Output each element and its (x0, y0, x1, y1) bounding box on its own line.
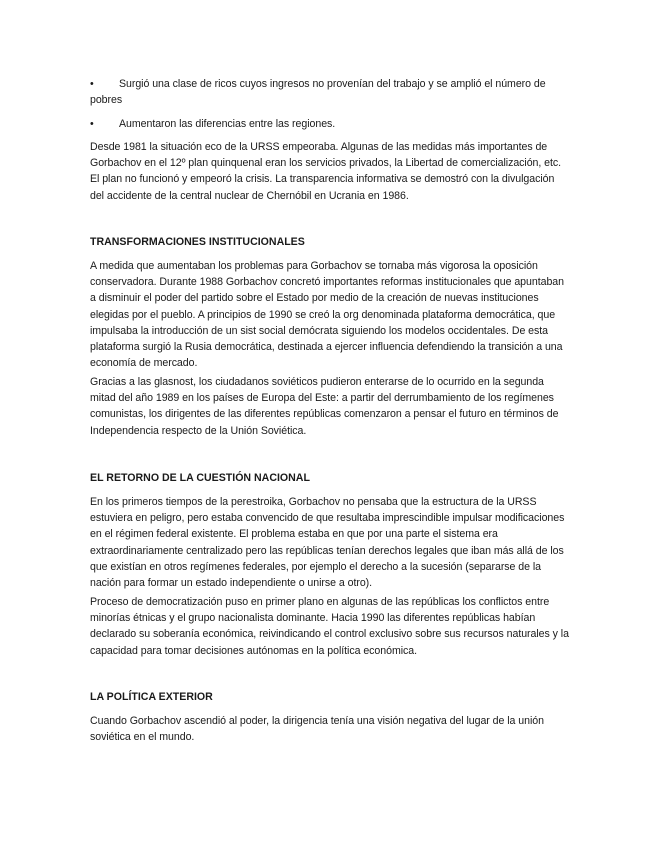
section-heading-national-question: EL RETORNO DE LA CUESTIÓN NACIONAL (90, 472, 310, 484)
bullet-mark: • (90, 78, 94, 90)
bullet-item-2 (90, 116, 565, 132)
bullet-text: Aumentaron las diferencias entre las regiones. (119, 118, 336, 130)
section-heading-foreign-policy: LA POLÍTICA EXTERIOR (90, 691, 213, 703)
paragraph-glasnost: Gracias a las glasnost, los ciudadanos soviéticos pudieron enterarse de lo ocurrido en la segunda mitad del año 1989 en los países de Europa del Este: a partir del derrumbamiento de los regímenes comunistas, los dirigentes de las diferentes repúblicas comenzaron a pensar el futuro en términos de Independencia respecto de la Unión Soviética. (90, 376, 559, 437)
section-heading-institutional: TRANSFORMACIONES INSTITUCIONALES (90, 236, 305, 248)
bullet-item-1 (90, 76, 565, 108)
paragraph-economic-situation: Desde 1981 la situación eco de la URSS empeoraba. Algunas de las medidas más importantes de Gorbachov en el 12º plan quinquenal eran los servicios privados, la Libertad de comercialización, etc. El plan no funcionó y empeoró la crisis. La transparencia informativa se demostró con la divulgación del accidente de la central nuclear de Chernóbil en Ucrania en 1986. (90, 141, 562, 202)
bullet-mark: • (90, 118, 94, 130)
paragraph-perestroika: En los primeros tiempos de la perestroika, Gorbachov no pensaba que la estructura de la URSS estuviera en peligro, pero estaba convencido de que resultaba imprescindible impulsar modificaciones en el régimen federal existente. El problema estaba en que por una parte el sistema era extraordinariamente centralizado pero las repúblicas tenían derechos legales que iban más allá de los que existían en otros regímenes federales, por ejemplo el derecho a la sucesión (separarse de la nación para formar un estado independiente o unirse a otro). (90, 496, 565, 590)
bullet-text: Surgió una clase de ricos cuyos ingresos no provenían del trabajo y se amplió el número de pobres (90, 78, 546, 107)
paragraph-foreign-policy: Cuando Gorbachov ascendió al poder, la dirigencia tenía una visión negativa del lugar de la unión soviética en el mundo. (90, 715, 544, 744)
paragraph-democratization: Proceso de democratización puso en primer plano en algunas de las repúblicas los conflictos entre minorías étnicas y el grupo nacionalista dominante. Hacia 1990 las diferentes repúblicas habían declarado su soberanía económica, reivindicando el control exclusivo sobre sus recursos naturales y la capacidad para tomar decisiones autónomas en la política económica. (90, 596, 569, 657)
paragraph-institutional-reforms: A medida que aumentaban los problemas para Gorbachov se tornaba más vigorosa la oposición conservadora. Durante 1988 Gorbachov concretó importantes reformas institucionales que apuntaban a disminuir el poder del partido sobre el Estado por medio de la creación de nuevas instituciones elegidas por el pueblo. A principios de 1990 se creó la org denominada plataforma democrática, que impulsaba la introducción de un sist social demócrata siguiendo los modelos occidentales. De esta plataforma surgió la Rusia democrática, destinada a ejercer influencia defendiendo la transición a una economía de mercado. (90, 260, 564, 370)
